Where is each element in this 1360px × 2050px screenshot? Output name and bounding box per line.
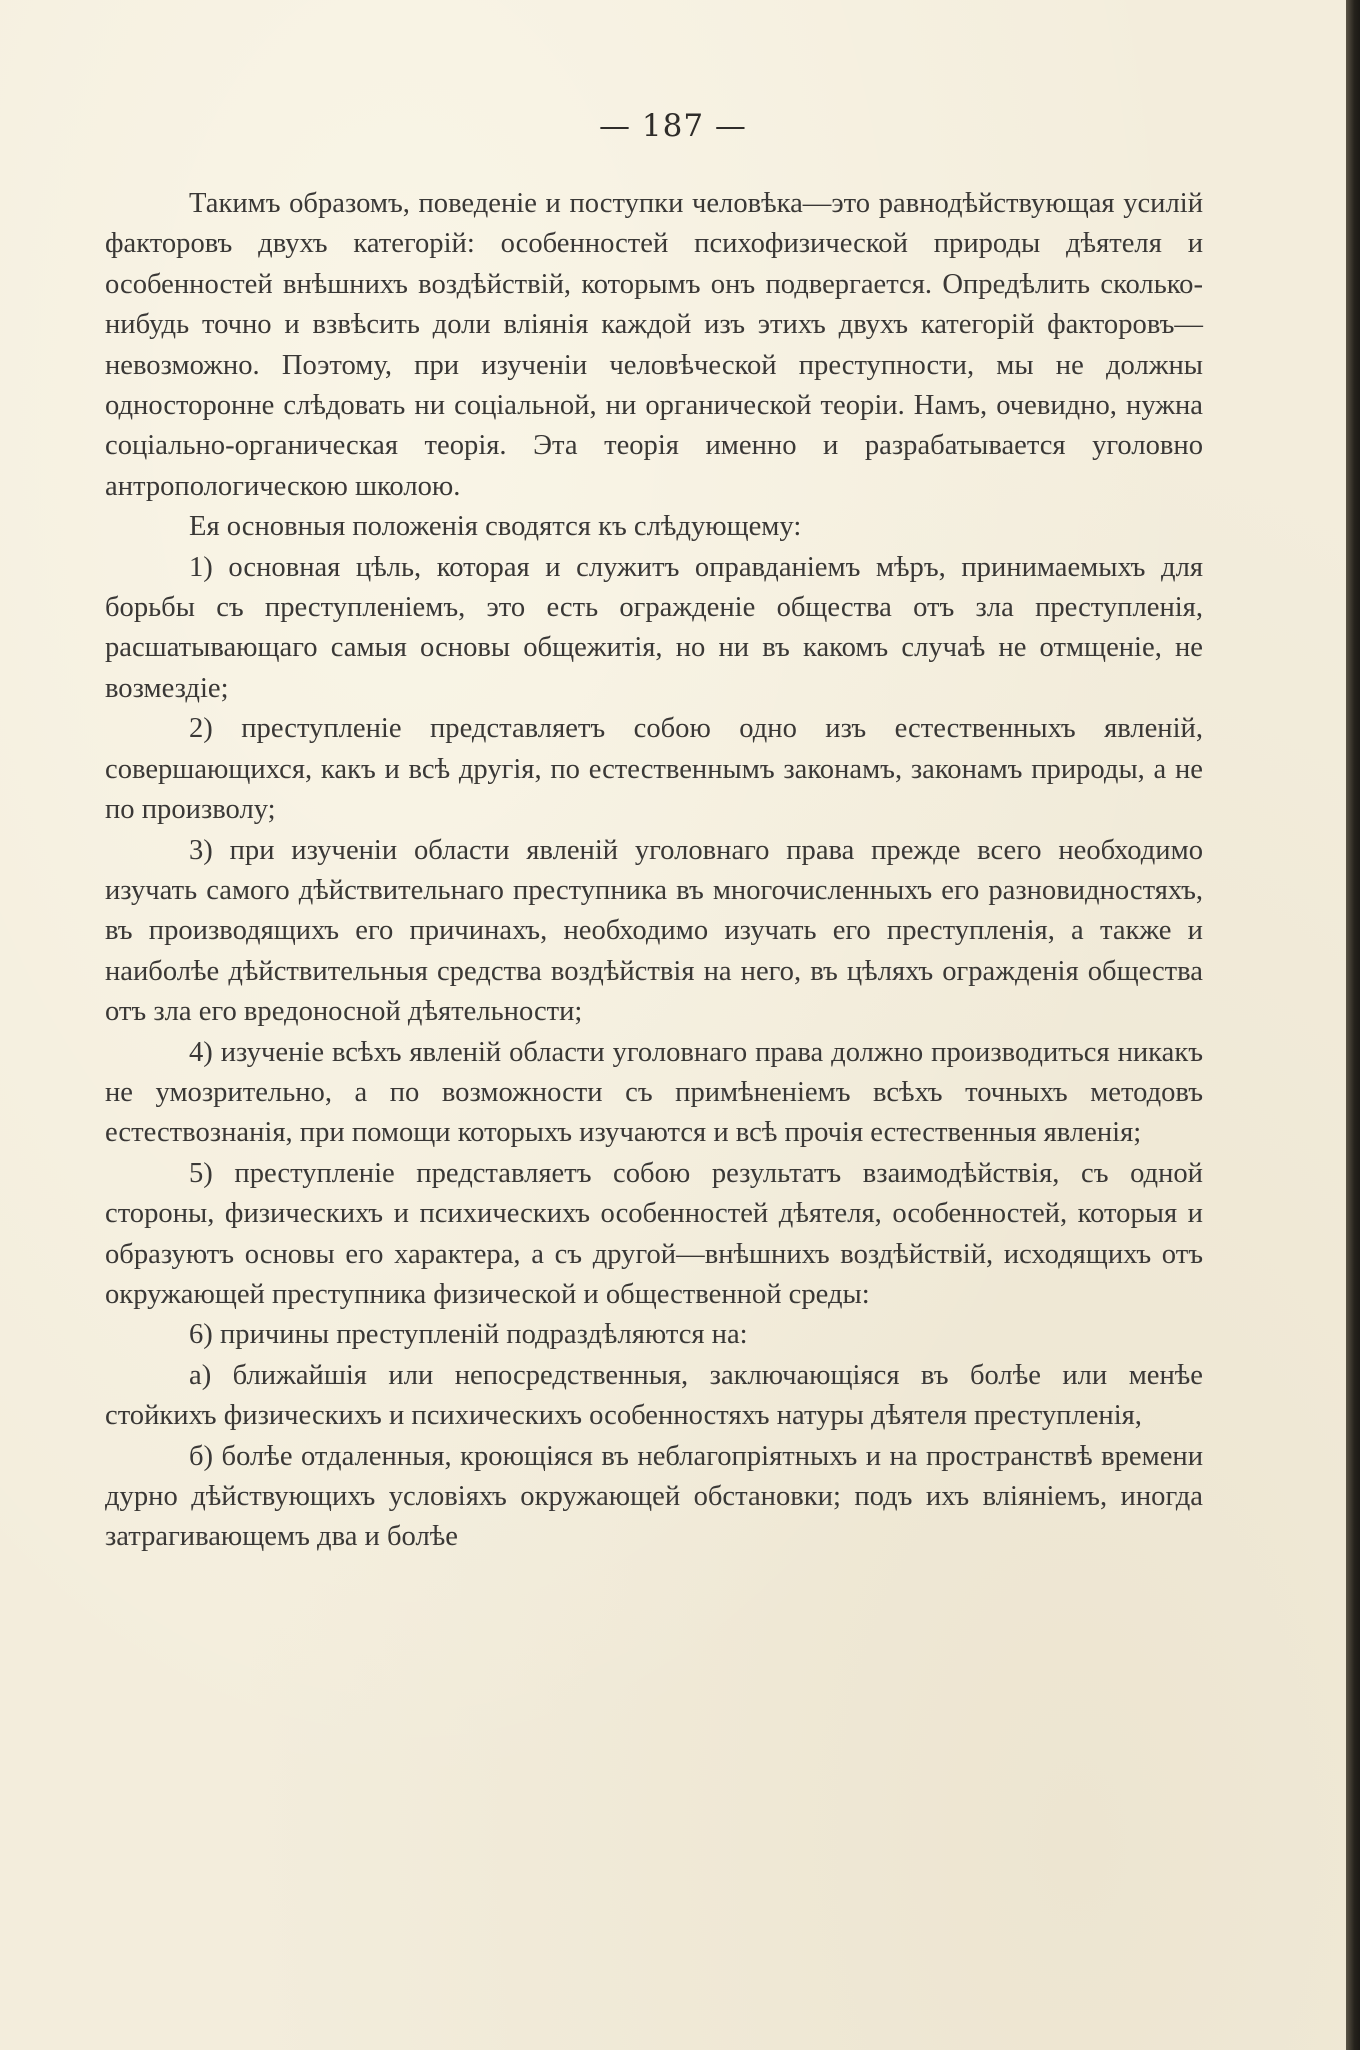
paragraph-point-6a: а) ближайшія или непосредственныя, заключающіяся въ болѣе или менѣе стойкихъ физическихъ и психическихъ особенностяхъ натуры дѣятеля преступленія, bbox=[105, 1359, 1203, 1432]
paragraph-summary: Такимъ образомъ, поведеніе и поступки человѣка—это равнодѣйствующая усилій факторовъ двухъ категорій: особенностей психофизической природы дѣятеля и особенностей внѣшнихъ воздѣйствій, которымъ онъ подвергается. Опредѣлить сколько-нибудь точно и взвѣсить доли вліянія каждой изъ этихъ двухъ категорій факторовъ—невозможно. Поэтому, при изученіи человѣческой преступности, мы не должны односторонне слѣдовать ни соціальной, ни органической теоріи. Намъ, очевидно, нужна соціально-органическая теорія. Эта теорія именно и разрабатывается уголовно антропологическою школою. bbox=[105, 188, 1203, 502]
paragraph-point-5: 5) преступленіе представляетъ собою результатъ взаимодѣйствія, съ одной стороны, физическихъ и психическихъ особенностей дѣятеля, особенностей, которыя и образуютъ основы его характера, а съ другой—внѣшнихъ воздѣйствій, исходящихъ отъ окружающей преступника физической и общественной среды: bbox=[105, 1157, 1203, 1310]
book-spine-edge bbox=[1346, 0, 1360, 2050]
paragraph-point-3: 3) при изученіи области явленій уголовнаго права прежде всего необходимо изучать самого дѣйствительнаго преступника въ многочисленныхъ его разновидностяхъ, въ производящихъ его причинахъ, необходимо изучать его преступленія, а также и наиболѣе дѣйствительныя средства воздѣйствія на него, въ цѣляхъ огражденія общества отъ зла его вредоносной дѣятельности; bbox=[105, 834, 1203, 1028]
paragraph-point-6b: б) болѣе отдаленныя, кроющіяся въ неблагопріятныхъ и на пространствѣ времени дурно дѣйствующихъ условіяхъ окружающей обстановки; подъ ихъ вліяніемъ, иногда затрагивающемъ два и болѣе bbox=[105, 1440, 1203, 1553]
paragraph-point-4: 4) изученіе всѣхъ явленій области уголовнаго права должно производиться никакъ не умозрительно, а по возможности съ примѣненіемъ всѣхъ точныхъ методовъ естествознанія, при помощи которыхъ изучаются и всѣ прочія естественныя явленія; bbox=[105, 1036, 1203, 1149]
paragraph-point-1: 1) основная цѣль, которая и служитъ оправданіемъ мѣръ, принимаемыхъ для борьбы съ преступленіемъ, это есть огражденіе общества отъ зла преступленія, расшатывающаго самыя основы общежитія, но ни въ какомъ случаѣ не отмщеніе, не возмездіе; bbox=[105, 551, 1203, 704]
page-number: — 187 — bbox=[599, 108, 747, 144]
paragraph-point-6: 6) причины преступленій подраздѣляются на: bbox=[189, 1319, 748, 1351]
paragraph-point-2: 2) преступленіе представляетъ собою одно изъ естественныхъ явленій, совершающихся, какъ и всѣ другія, по естественнымъ законамъ, законамъ природы, а не по произволу; bbox=[105, 713, 1203, 826]
paragraph-intro: Ея основныя положенія сводятся къ слѣдующему: bbox=[189, 511, 802, 543]
body-text bbox=[105, 184, 1203, 1558]
